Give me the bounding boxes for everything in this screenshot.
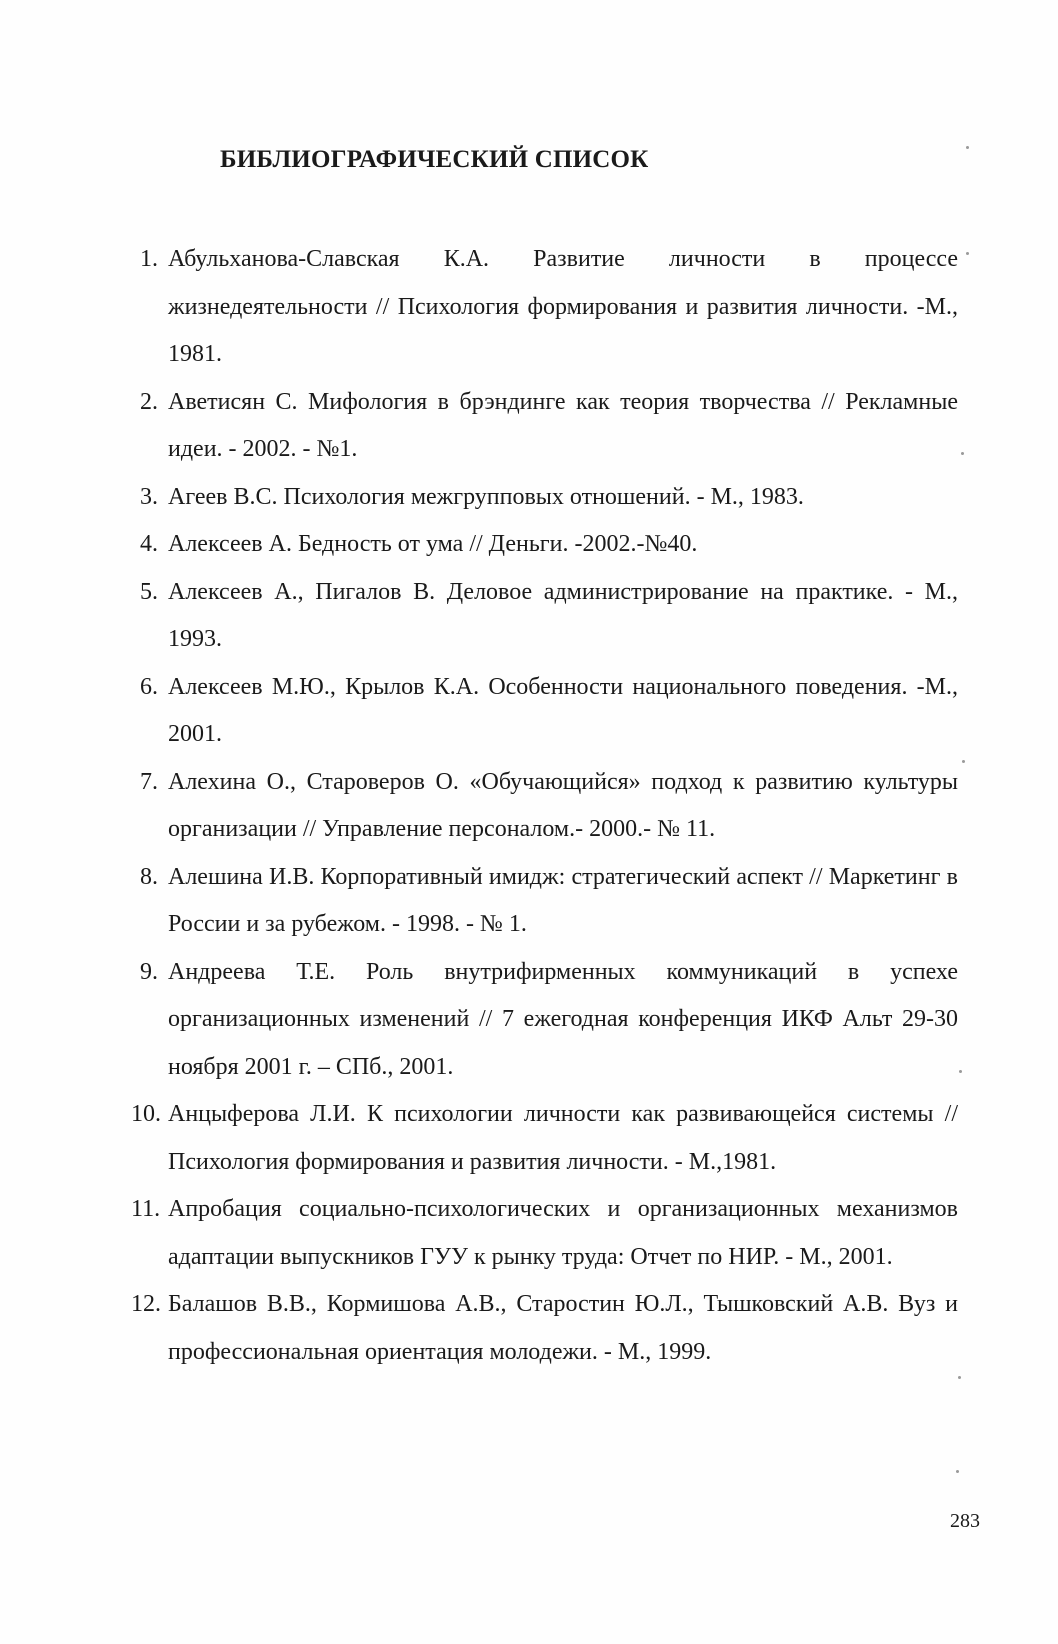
entry-text: Аветисян С. Мифология в брэндинге как теория творчества // Рекламные идеи. - 2002. - №1. (168, 388, 958, 462)
bibliography-entry (140, 379, 958, 474)
entry-text: Алексеев А., Пигалов В. Деловое администрирование на практике. - М., 1993. (168, 578, 958, 652)
entry-number: 2. (140, 388, 158, 415)
entry-text: Балашов В.В., Кормишова А.В., Старостин Ю.Л., Тышковский А.В. Вуз и профессиональная ориентация молодежи. - М., 1999. (168, 1291, 958, 1365)
scan-speck (956, 1470, 959, 1473)
entry-number: 1. (140, 246, 158, 272)
scan-speck (962, 760, 965, 763)
entry-number: 9. (140, 958, 158, 985)
entry-text: Алексеев А. Бедность от ума // Деньги. -2002.-№40. (168, 531, 698, 557)
bibliography-entry (140, 569, 958, 664)
entry-number: 4. (140, 531, 158, 557)
scan-speck (961, 452, 964, 455)
entry-text: Анцыферова Л.И. К психологии личности как развивающейся системы // Психология формирования и развития личности. - М.,1981. (168, 1101, 958, 1175)
bibliography-entry (140, 521, 958, 569)
bibliography-list (131, 236, 958, 1376)
page-title: БИБЛИОГРАФИЧЕСКИЙ СПИСОК (220, 146, 649, 173)
bibliography-entry (140, 949, 958, 1092)
entry-number: 7. (140, 768, 158, 795)
bibliography-entry (140, 474, 958, 522)
entry-text: Алексеев М.Ю., Крылов К.А. Особенности национального поведения. -М., 2001. (168, 673, 958, 747)
entry-number: 11. (131, 1196, 161, 1222)
bibliography-entry (140, 854, 958, 949)
entry-number: 6. (140, 673, 158, 700)
entry-text: Апробация социально-психологических и организационных механизмов адаптации выпускников ГУУ к рынку труда: Отчет по НИР. - М., 2001. (168, 1196, 958, 1270)
scan-speck (959, 1070, 962, 1073)
bibliography-entry (131, 1186, 958, 1281)
page-number: 283 (950, 1510, 980, 1532)
entry-text: Алехина О., Староверов О. «Обучающийся» подход к развитию культуры организации // Управление персоналом.- 2000.- № 11. (168, 768, 958, 842)
entry-text: Алешина И.В. Корпоративный имидж: стратегический аспект // Маркетинг в России и за рубежом. - 1998. - № 1. (168, 863, 958, 937)
bibliography-entry (140, 236, 958, 379)
entry-number: 10. (131, 1101, 161, 1127)
bibliography-entry (131, 1091, 958, 1186)
scan-speck (958, 1376, 961, 1379)
scan-speck (966, 252, 969, 255)
bibliography-entry (140, 759, 958, 854)
entry-number: 12. (131, 1291, 161, 1317)
entry-number: 8. (140, 863, 158, 890)
entry-text: Абульханова-Славская К.А. Развитие личности в процессе жизнедеятельности // Психология формирования и развития личности. -М., 1981. (168, 246, 958, 367)
scan-speck (966, 146, 969, 149)
bibliography-entry (140, 664, 958, 759)
bibliography-entry (131, 1281, 958, 1376)
entry-number: 3. (140, 483, 158, 510)
entry-text: Андреева Т.Е. Роль внутрифирменных коммуникаций в успехе организационных изменений // 7 ежегодная конференция ИКФ Альт 29-30 ноября 2001 г. – СПб., 2001. (168, 958, 958, 1080)
entry-number: 5. (140, 578, 158, 605)
entry-text: Агеев В.С. Психология межгрупповых отношений. - М., 1983. (168, 483, 804, 510)
